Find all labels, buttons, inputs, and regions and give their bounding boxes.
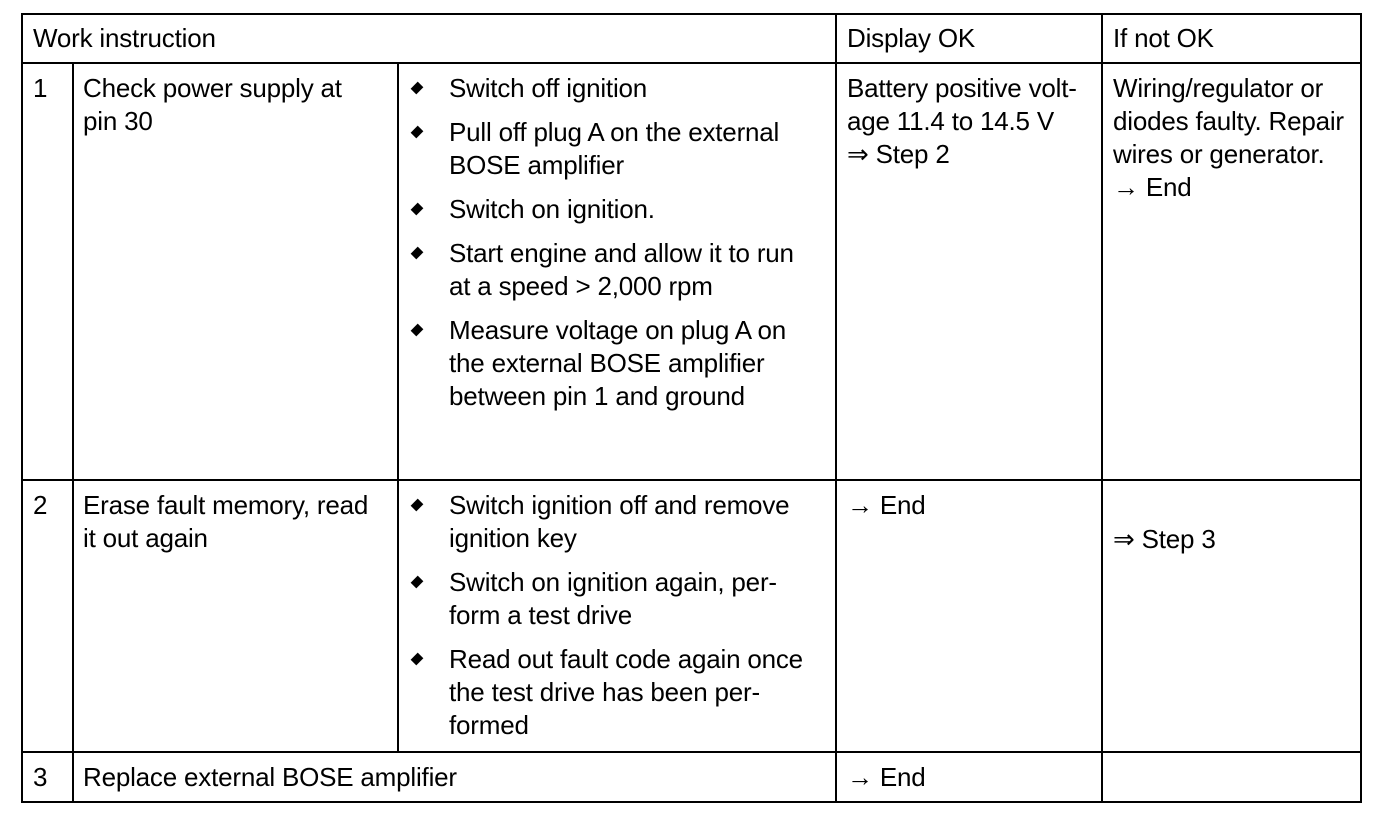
row1-task: Check power supply at pin 30	[83, 73, 342, 136]
bullet-diamond-icon	[411, 203, 424, 216]
notok-col-divider	[1101, 13, 1103, 803]
row3-task: Replace external BOSE amplifier	[83, 762, 457, 792]
header-if-not-ok: If not OK	[1113, 23, 1214, 53]
row3-display-ok: → End	[847, 762, 926, 792]
row1-step-text: Start engine and allow it to run at a speed > 2,000 rpm	[449, 238, 794, 301]
row2-if-not-ok: ⇒ Step 3	[1113, 524, 1216, 554]
header-display-ok: Display OK	[847, 23, 976, 53]
header-divider	[21, 62, 1362, 64]
row2-number: 2	[33, 490, 48, 520]
row2-display-ok: → End	[847, 490, 926, 520]
border-left	[21, 13, 23, 803]
row2-step	[399, 643, 829, 742]
row1-display-ok: Battery positive volt- age 11.4 to 14.5 V ⇒ Step 2	[847, 73, 1077, 169]
row1-steps-list	[399, 72, 829, 424]
row1-if-not-ok: Wiring/regulator or diodes faulty. Repair wires or generator. → End	[1113, 73, 1344, 202]
row2-task: Erase fault memory, read it out again	[83, 490, 369, 553]
row1-step	[399, 116, 829, 182]
row2-step-text: Read out fault code again once the test drive has been per- formed	[449, 644, 803, 740]
row2-step	[399, 566, 829, 632]
bullet-diamond-icon	[411, 499, 424, 512]
row1-divider	[21, 479, 1362, 481]
bullet-diamond-icon	[411, 126, 424, 139]
row2-steps-list	[399, 489, 829, 753]
row1-step-text: Switch on ignition.	[449, 194, 655, 224]
row1-number: 1	[33, 73, 48, 103]
border-bottom	[21, 801, 1362, 803]
bullet-diamond-icon	[411, 82, 424, 95]
row3-number: 3	[33, 762, 48, 792]
row1-step-text: Measure voltage on plug A on the external BOSE amplifier between pin 1 and ground	[449, 315, 786, 411]
bullet-diamond-icon	[411, 324, 424, 337]
header-work-instruction: Work instruction	[33, 23, 216, 53]
work-instruction-table	[21, 13, 1362, 803]
row2-step-text: Switch on ignition again, per- form a test drive	[449, 567, 777, 630]
border-right	[1360, 13, 1362, 803]
bullet-diamond-icon	[411, 247, 424, 260]
display-col-divider	[835, 13, 837, 803]
row1-step	[399, 314, 829, 413]
bullet-diamond-icon	[411, 576, 424, 589]
row1-step	[399, 237, 829, 303]
border-top	[21, 13, 1362, 15]
row1-step	[399, 72, 829, 105]
row2-step	[399, 489, 829, 555]
row1-step-text: Pull off plug A on the external BOSE amplifier	[449, 117, 780, 180]
bullet-diamond-icon	[411, 653, 424, 666]
num-col-divider	[72, 62, 74, 803]
row1-step-text: Switch off ignition	[449, 73, 648, 103]
row1-step	[399, 193, 829, 226]
row2-step-text: Switch ignition off and remove ignition key	[449, 490, 790, 553]
